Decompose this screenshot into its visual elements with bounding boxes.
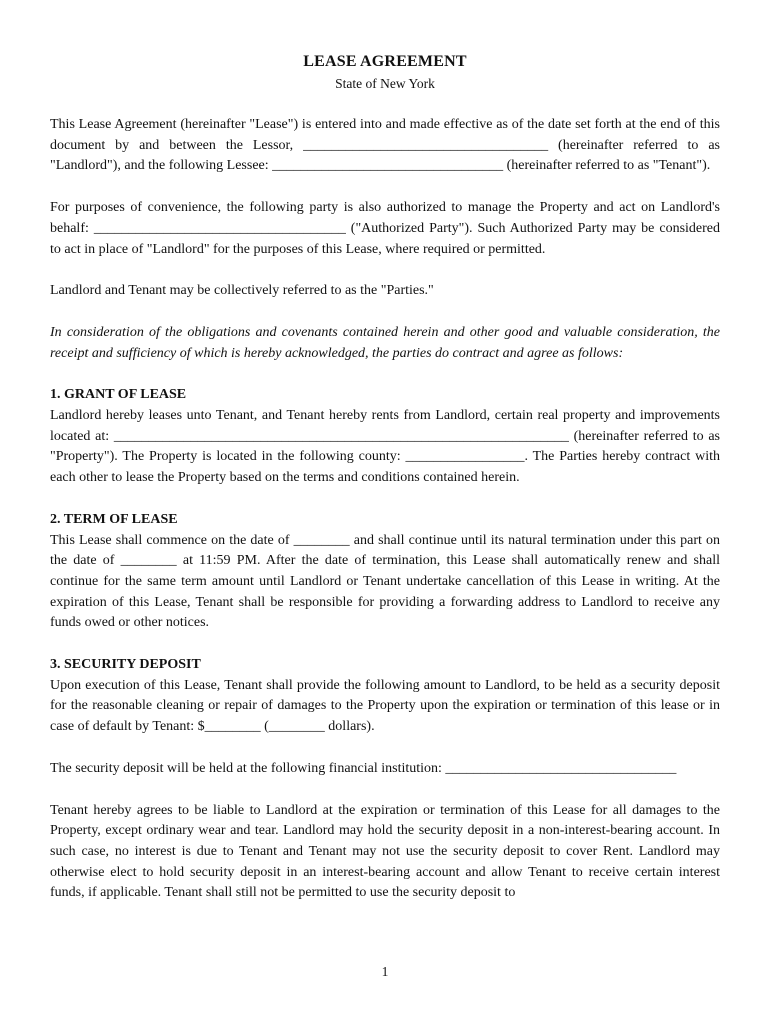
intro-paragraph: This Lease Agreement (hereinafter "Lease") is entered into and made effective as of the date set forth at the end of this document by and between the Lessor, ___________________________________ (hereinafter referred to as "Landlord"), and the following Lessee: _________________________________ (hereinafter referred to as "Tenant"). bbox=[50, 117, 720, 174]
section-body-deposit: Upon execution of this Lease, Tenant shall provide the following amount to Landlord, to be held as a security deposit for the reasonable cleaning or repair of damages to the Property upon the expiration or termination of this lease or in case of default by Tenant: $________ (________ dollars). bbox=[50, 677, 720, 735]
deposit-liability-paragraph: Tenant hereby agrees to be liable to Landlord at the expiration or termination of this Lease for all damages to the Property, except ordinary wear and tear. Landlord may hold the security deposit in a non-interest-bearing account. In such case, no interest is due to Tenant and Tenant may not use the security deposit to cover Rent. Landlord may otherwise elect to hold security deposit in an interest-bearing account and allow Tenant to receive certain interest funds, if applicable. Tenant shall still not be permitted to use the security deposit to bbox=[50, 802, 720, 901]
section-heading-grant: 1. GRANT OF LEASE bbox=[50, 387, 187, 403]
page-number: 1 bbox=[381, 964, 389, 979]
section-body-grant: Landlord hereby leases unto Tenant, and Tenant hereby rents from Landlord, certain real property and improvements located at: _________________________________________________________________ (hereinafter referred to as "Property"). The Property is located in the following county: _________________. The Parties hereby contract with each other to lease the Property based on the terms and conditions contained herein. bbox=[50, 408, 720, 486]
consideration-paragraph: In consideration of the obligations and covenants contained herein and other good and valuable consideration, the receipt and sufficiency of which is hereby acknowledged, the parties do contract and agree as follows: bbox=[50, 324, 720, 361]
section-body-term: This Lease shall commence on the date of ________ and shall continue until its natural termination under this part on the date of ________ at 11:59 PM. After the date of termination, this Lease shall automatically renew and shall continue for the same term amount until Landlord or Tenant undertake cancellation of this Lease in writing. At the expiration of this Lease, Tenant shall be responsible for providing a forwarding address to Landlord to receive any funds owed or other notices. bbox=[50, 532, 720, 631]
authorized-party-paragraph: For purposes of convenience, the following party is also authorized to manage the Property and act on Landlord's behalf: ____________________________________ ("Authorized Party"). Such Authorized Party may be considered to act in place of "Landlord" for the purposes of this Lease, where required or permitted. bbox=[50, 200, 720, 257]
document-subtitle: State of New York bbox=[335, 76, 435, 91]
deposit-institution-paragraph: The security deposit will be held at the following financial institution: _________________________________ bbox=[50, 760, 677, 776]
document-title: LEASE AGREEMENT bbox=[303, 53, 467, 70]
parties-paragraph: Landlord and Tenant may be collectively referred to as the "Parties." bbox=[50, 283, 434, 299]
document-body bbox=[50, 52, 720, 904]
section-heading-deposit: 3. SECURITY DEPOSIT bbox=[50, 657, 201, 673]
section-heading-term: 2. TERM OF LEASE bbox=[50, 511, 178, 527]
